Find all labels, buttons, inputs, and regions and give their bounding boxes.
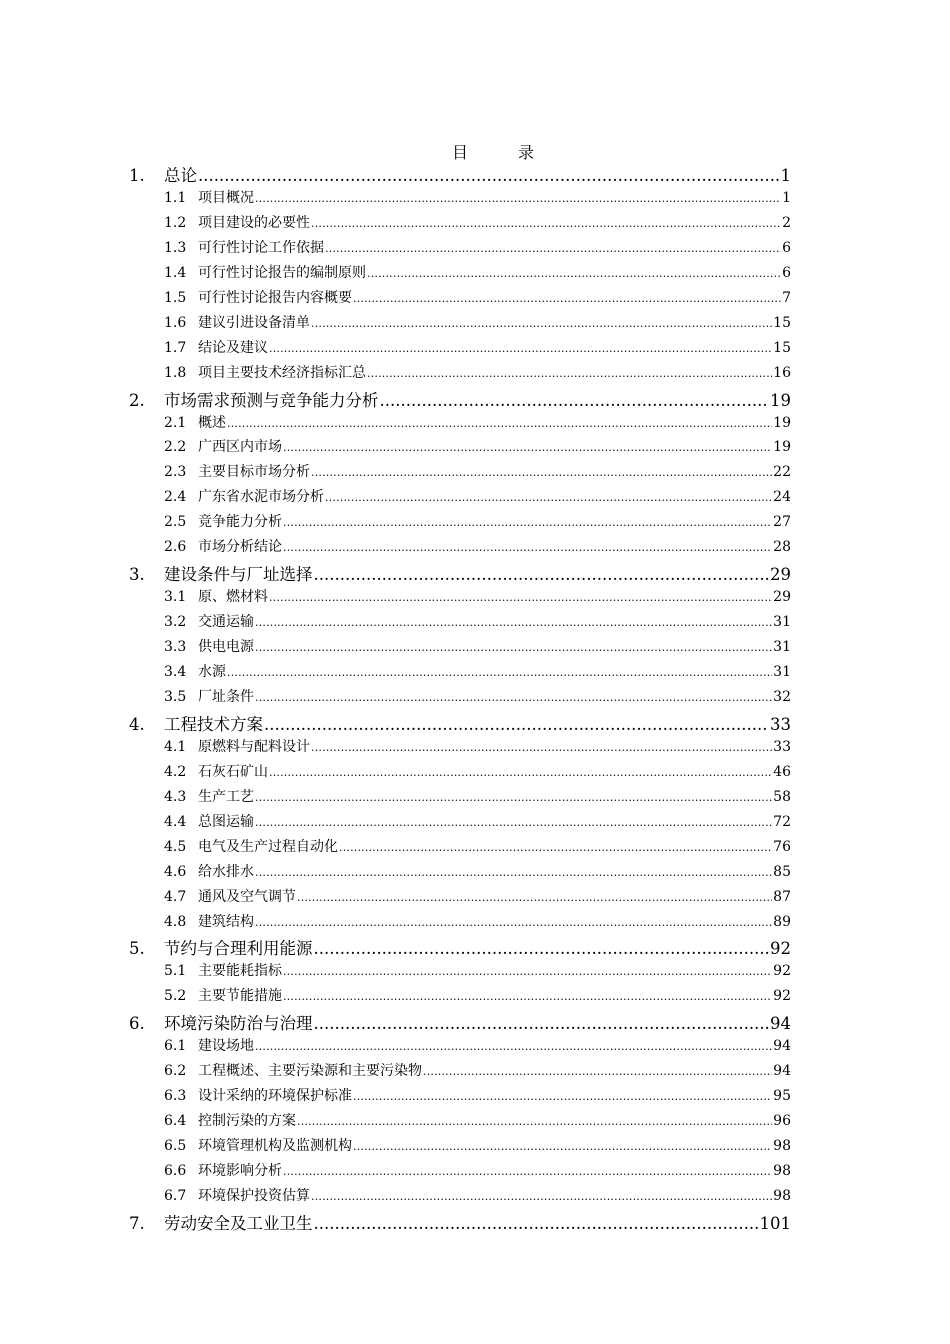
toc-entry-number: 1.1 [164, 189, 187, 206]
toc-entry-page: 94 [773, 1038, 791, 1055]
toc-entry-page: 98 [773, 1138, 791, 1155]
toc-dot-leader [314, 1214, 759, 1233]
toc-entry-page: 22 [773, 464, 791, 481]
toc-entry-number: 7. [129, 1213, 145, 1233]
toc-entry-title: 设计采纳的环境保护标准 [198, 1088, 352, 1105]
toc-dot-leader [297, 1113, 772, 1129]
toc-section-entry[interactable] [164, 985, 791, 1010]
toc-entry-page: 94 [770, 1014, 791, 1034]
toc-dot-leader [380, 391, 770, 410]
toc-entry-page: 95 [773, 1088, 791, 1105]
toc-entry-number: 1.8 [164, 364, 187, 381]
toc-entry-number: 3.4 [164, 664, 187, 680]
toc-entry-page: 98 [773, 1163, 791, 1179]
toc-dot-leader [283, 1163, 772, 1179]
toc-dot-leader [311, 739, 772, 755]
toc-entry-number: 5.2 [164, 988, 187, 1005]
toc-dot-leader [264, 715, 769, 734]
toc-dot-leader [353, 290, 781, 306]
toc-section-entry[interactable] [164, 661, 791, 686]
toc-dot-leader [367, 365, 772, 381]
toc-entry-title: 石灰石矿山 [198, 763, 268, 780]
toc-entry-page: 1 [780, 166, 791, 185]
toc-dot-leader [314, 939, 770, 958]
toc-entry-page: 24 [773, 489, 791, 506]
toc-dot-leader [255, 789, 772, 805]
toc-entry-page: 92 [773, 963, 791, 980]
toc-section-entry[interactable] [164, 886, 791, 911]
toc-entry-title: 厂址条件 [198, 688, 254, 705]
toc-entry-page: 98 [773, 1187, 791, 1204]
toc-entry-page: 27 [773, 514, 791, 531]
toc-entry-title: 节约与合理利用能源 [164, 939, 313, 959]
toc-section-entry[interactable] [164, 536, 791, 561]
toc-entry-page: 94 [773, 1063, 791, 1080]
toc-entry-number: 2.5 [164, 514, 187, 531]
toc-entry-page: 19 [770, 390, 791, 410]
toc-section-entry[interactable] [164, 761, 791, 786]
toc-entry-page: 31 [773, 664, 791, 680]
toc-section-entry[interactable] [164, 461, 791, 486]
toc-entry-number: 4.1 [164, 738, 187, 755]
toc-heading-char-2: 录 [518, 143, 535, 162]
toc-dot-leader [255, 1038, 772, 1054]
toc-entry-page: 28 [773, 539, 791, 556]
toc-entry-number: 5. [129, 939, 145, 959]
toc-entry-title: 广西区内市场 [198, 439, 282, 456]
toc-entry-number: 6.7 [164, 1187, 187, 1204]
toc-entry-page: 31 [773, 639, 791, 656]
toc-section-entry[interactable] [164, 486, 791, 511]
toc-entry-number: 4.3 [164, 788, 187, 805]
toc-entry-title: 主要目标市场分析 [198, 464, 310, 481]
toc-entry-page: 16 [773, 364, 791, 381]
toc-entry-page: 29 [770, 565, 791, 585]
toc-section-entry[interactable] [164, 586, 791, 611]
toc-section-entry[interactable] [164, 1035, 791, 1060]
toc-entry-title: 总论 [164, 166, 197, 185]
toc-section-entry[interactable] [164, 511, 791, 536]
toc-entry-number: 2.3 [164, 464, 187, 481]
toc-dot-leader [325, 489, 772, 505]
toc-entry-page: 2 [782, 214, 791, 231]
toc-entry-number: 2.6 [164, 539, 187, 556]
toc-dot-leader [269, 340, 772, 356]
toc-dot-leader [255, 689, 772, 705]
toc-chapter-entry[interactable] [129, 387, 791, 412]
toc-entry-number: 5.1 [164, 963, 187, 980]
toc-entry-number: 6.2 [164, 1063, 187, 1080]
toc-entry-number: 6.4 [164, 1113, 187, 1130]
toc-entry-page: 31 [773, 614, 791, 631]
toc-section-entry[interactable] [164, 836, 791, 861]
toc-dot-leader [314, 565, 770, 584]
toc-entry-title: 环境影响分析 [198, 1163, 282, 1179]
toc-entry-number: 1.4 [164, 264, 187, 281]
toc-entry-number: 1.6 [164, 314, 187, 331]
toc-entry-title: 建议引进设备清单 [198, 314, 310, 331]
toc-chapter-entry[interactable] [129, 162, 791, 187]
toc-chapter-entry[interactable] [129, 935, 791, 960]
toc-dot-leader [353, 1088, 772, 1104]
toc-section-entry[interactable] [164, 1060, 791, 1085]
toc-entry-page: 96 [773, 1113, 791, 1130]
toc-entry-page: 1 [782, 189, 791, 206]
toc-entry-title: 环境管理机构及监测机构 [198, 1138, 352, 1155]
toc-dot-leader [297, 889, 772, 905]
toc-dot-leader [227, 664, 772, 680]
toc-entry-title: 劳动安全及工业卫生 [164, 1213, 313, 1233]
toc-dot-leader [283, 963, 772, 979]
toc-entry-page: 19 [773, 439, 791, 456]
toc-entry-title: 市场分析结论 [198, 539, 282, 556]
toc-entry-page: 15 [773, 339, 791, 356]
toc-entry-page: 6 [782, 239, 791, 256]
toc-section-entry[interactable] [164, 611, 791, 636]
toc-entry-page: 92 [773, 988, 791, 1005]
toc-entry-number: 4.4 [164, 813, 187, 830]
toc-entry-title: 竞争能力分析 [198, 514, 282, 531]
toc-entry-page: 58 [773, 788, 791, 805]
toc-entry-title: 主要能耗指标 [198, 963, 282, 980]
toc-entry-page: 29 [773, 589, 791, 606]
toc-entry-number: 1.3 [164, 239, 187, 256]
toc-section-entry[interactable] [164, 1110, 791, 1135]
toc-entry-page: 101 [759, 1213, 791, 1233]
toc-entry-page: 87 [773, 888, 791, 905]
toc-dot-leader [269, 764, 772, 780]
toc-entry-number: 3.3 [164, 639, 187, 656]
toc-section-entry[interactable] [164, 436, 791, 461]
toc-entry-title: 项目主要技术经济指标汇总 [198, 364, 366, 381]
toc-entry-title: 水源 [198, 664, 226, 680]
toc-entry-number: 4. [129, 714, 145, 734]
toc-entry-title: 工程技术方案 [164, 714, 263, 734]
toc-entry-title: 建设条件与厂址选择 [164, 565, 313, 585]
toc-entry-number: 1.5 [164, 289, 187, 306]
toc-entry-number: 2. [129, 390, 145, 410]
toc-chapter-entry[interactable] [129, 1010, 791, 1035]
toc-section-entry[interactable] [164, 911, 791, 936]
toc-dot-leader [325, 240, 781, 256]
toc-dot-leader [423, 1063, 772, 1079]
toc-dot-leader [314, 1014, 770, 1033]
toc-dot-leader [269, 589, 772, 605]
toc-section-entry[interactable] [164, 362, 791, 387]
toc-entry-number: 1.2 [164, 214, 187, 231]
toc-dot-leader [255, 639, 772, 655]
toc-dot-leader [311, 315, 772, 331]
toc-entry-page: 33 [770, 714, 791, 734]
toc-entry-number: 6.6 [164, 1163, 187, 1179]
toc-entry-number: 1.7 [164, 339, 187, 356]
toc-dot-leader [311, 464, 772, 480]
toc-entry-page: 85 [773, 863, 791, 880]
toc-entry-title: 原燃料与配料设计 [198, 738, 310, 755]
toc-entry-title: 通风及空气调节 [198, 888, 296, 905]
toc-dot-leader [283, 988, 772, 1004]
toc-section-entry[interactable] [164, 287, 791, 312]
toc-entry-title: 可行性讨论报告内容概要 [198, 289, 352, 306]
toc-entry-title: 给水排水 [198, 863, 254, 880]
toc-dot-leader [353, 1138, 772, 1154]
toc-entry-number: 6.1 [164, 1038, 187, 1055]
toc-entry-title: 市场需求预测与竞争能力分析 [164, 390, 379, 410]
toc-entry-number: 4.7 [164, 888, 187, 905]
toc-entry-title: 概述 [198, 414, 226, 431]
toc-section-entry[interactable] [164, 786, 791, 811]
toc-entry-number: 3.2 [164, 614, 187, 631]
toc-dot-leader [283, 539, 772, 555]
toc-entry-number: 4.2 [164, 763, 187, 780]
toc-dot-leader [283, 439, 772, 455]
toc-entry-page: 15 [773, 314, 791, 331]
toc-dot-leader [255, 914, 772, 930]
toc-dot-leader [283, 514, 772, 530]
toc-entry-page: 72 [773, 813, 791, 830]
toc-section-entry[interactable] [164, 960, 791, 985]
toc-entry-page: 19 [773, 414, 791, 431]
toc-section-entry[interactable] [164, 1160, 791, 1185]
toc-section-entry[interactable] [164, 811, 791, 836]
toc-entry-number: 3.5 [164, 688, 187, 705]
toc-section-entry[interactable] [164, 412, 791, 437]
toc-dot-leader [255, 864, 772, 880]
toc-chapter-entry[interactable] [129, 711, 791, 736]
toc-entry-number: 6. [129, 1014, 145, 1034]
toc-entry-number: 3.1 [164, 589, 187, 606]
toc-heading [0, 140, 950, 163]
toc-entry-title: 生产工艺 [198, 788, 254, 805]
toc-section-entry[interactable] [164, 187, 791, 212]
toc-entry-title: 环境保护投资估算 [198, 1187, 310, 1204]
toc-entry-number: 6.5 [164, 1138, 187, 1155]
toc-section-entry[interactable] [164, 861, 791, 886]
toc-section-entry[interactable] [164, 636, 791, 661]
toc-entry-number: 6.3 [164, 1088, 187, 1105]
toc-section-entry[interactable] [164, 237, 791, 262]
toc-dot-leader [255, 814, 772, 830]
toc-section-entry[interactable] [164, 1185, 791, 1210]
toc-entry-title: 工程概述、主要污染源和主要污染物 [198, 1063, 422, 1080]
toc-entry-title: 总图运输 [198, 813, 254, 830]
toc-entry-number: 2.2 [164, 439, 187, 456]
toc-entry-number: 1. [129, 166, 145, 185]
toc-section-entry[interactable] [164, 312, 791, 337]
toc-entry-number: 4.6 [164, 863, 187, 880]
toc-section-entry[interactable] [164, 337, 791, 362]
toc-dot-leader [227, 415, 772, 431]
toc-entry-title: 结论及建议 [198, 339, 268, 356]
toc-entry-page: 76 [773, 838, 791, 855]
toc-entry-title: 可行性讨论报告的编制原则 [198, 264, 366, 281]
toc-dot-leader [367, 265, 781, 281]
toc-entry-title: 广东省水泥市场分析 [198, 489, 324, 506]
toc-entry-title: 项目概况 [198, 189, 254, 206]
toc-dot-leader [311, 1188, 772, 1204]
toc-entry-number: 4.8 [164, 913, 187, 930]
toc-entry-page: 7 [782, 289, 791, 306]
toc-entry-title: 供电电源 [198, 639, 254, 656]
toc-entry-title: 电气及生产过程自动化 [198, 838, 338, 855]
toc-entry-page: 92 [770, 939, 791, 959]
toc-entry-title: 控制污染的方案 [198, 1113, 296, 1130]
toc-entry-number: 2.1 [164, 414, 187, 431]
toc-dot-leader [311, 215, 781, 231]
toc-entry-title: 主要节能措施 [198, 988, 282, 1005]
toc-entry-title: 项目建设的必要性 [198, 214, 310, 231]
toc-section-entry[interactable] [164, 212, 791, 237]
toc-entry-title: 环境污染防治与治理 [164, 1014, 313, 1034]
toc-section-entry[interactable] [164, 736, 791, 761]
toc-section-entry[interactable] [164, 262, 791, 287]
toc-section-entry[interactable] [164, 1085, 791, 1110]
toc-entry-page: 32 [773, 688, 791, 705]
toc-entry-title: 交通运输 [198, 614, 254, 631]
toc-entry-title: 原、燃材料 [198, 589, 268, 606]
toc-dot-leader [198, 166, 780, 185]
toc-heading-char-1: 目 [451, 143, 468, 162]
toc-entry-number: 2.4 [164, 489, 187, 506]
toc-dot-leader [339, 839, 772, 855]
toc-entry-page: 89 [773, 913, 791, 930]
toc-entry-page: 46 [773, 763, 791, 780]
toc-entry-number: 3. [129, 565, 145, 585]
toc-dot-leader [255, 614, 772, 630]
toc-section-entry[interactable] [164, 1135, 791, 1160]
toc-entry-title: 建设场地 [198, 1038, 254, 1055]
toc-dot-leader [255, 190, 781, 206]
toc-chapter-entry[interactable] [129, 561, 791, 586]
toc-section-entry[interactable] [164, 686, 791, 711]
toc-entry-title: 建筑结构 [198, 913, 254, 930]
toc-entry-page: 6 [782, 264, 791, 281]
toc-chapter-entry[interactable] [129, 1210, 791, 1235]
toc-entry-number: 4.5 [164, 838, 187, 855]
toc-entry-title: 可行性讨论工作依据 [198, 239, 324, 256]
toc-entry-page: 33 [773, 738, 791, 755]
